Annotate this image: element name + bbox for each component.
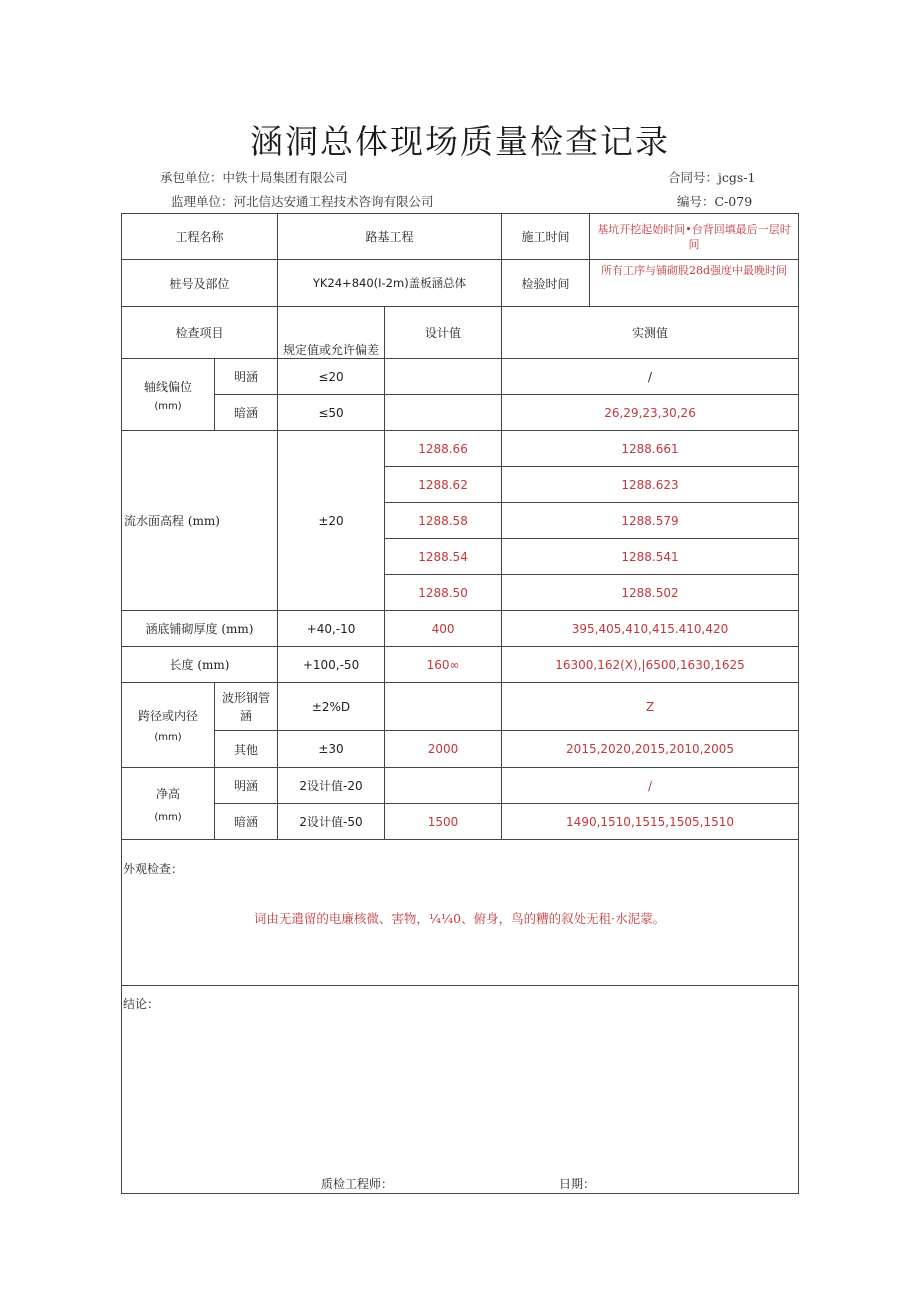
axis-row-open [122,359,799,395]
paving-measured: 395,405,410,415.410,420 [502,611,799,647]
axis-open-design [385,359,502,395]
clearance-covered-label: 暗涵 [215,804,278,840]
appearance-cell [122,840,799,986]
supervisor-label: 监理单位：河北信达安通工程技术咨询有限公司 [171,194,434,209]
clearance-covered-measured: 1490,1510,1515,1505,1510 [502,804,799,840]
span-corrugated-measured: Z [502,683,799,731]
flow-row [122,431,799,467]
clearance-open-measured: / [502,768,799,804]
appearance-row [122,840,799,986]
inspection-time-value: 所有工序与铺砌股28d强度中最晚时间 [590,260,799,307]
axis-unit: (mm) [154,400,182,412]
page-title: 涵洞总体现场质量检查记录 [250,122,670,161]
info-row-project [122,214,799,260]
span-other-tolerance: ±30 [278,731,385,768]
axis-covered-design [385,395,502,431]
axis-open-label: 明涵 [215,359,278,395]
appearance-label: 外观检查： [123,862,184,876]
contractor-label: 承包单位：中铁十局集团有限公司 [160,170,348,185]
span-other-label: 其他 [215,731,278,768]
flow-design: 1288.62 [385,467,502,503]
clearance-open-tolerance: 2设计值-20 [278,768,385,804]
col-header-measured: 实测值 [502,307,799,359]
clearance-open-label: 明涵 [215,768,278,804]
axis-covered-tolerance: ≤50 [278,395,385,431]
clearance-row-open [122,768,799,804]
clearance-row-covered [122,804,799,840]
paving-row [122,611,799,647]
date-label: 日期： [559,1177,596,1191]
length-label: 长度 (mm) [122,647,278,683]
conclusion-row [122,986,799,1194]
station-value: YK24+840(I-2m)盖板涵总体 [278,260,502,307]
span-corrugated-tolerance: ±2%D [278,683,385,731]
flow-measured: 1288.541 [502,539,799,575]
span-corrugated-design [385,683,502,731]
column-header-row [122,307,799,359]
length-row [122,647,799,683]
project-name-value: 路基工程 [278,214,502,260]
clearance-label-cell [122,768,215,840]
axis-label: 轴线偏位 [143,379,192,394]
clearance-label: 净高 [155,786,180,801]
axis-open-measured: / [502,359,799,395]
span-label-cell [122,683,215,768]
inspection-table [121,213,799,1194]
flow-measured: 1288.579 [502,503,799,539]
station-label: 桩号及部位 [122,260,278,307]
paving-design: 400 [385,611,502,647]
construction-time-label: 施工时间 [502,214,590,260]
flow-measured: 1288.623 [502,467,799,503]
engineer-label: 质检工程师： [321,1177,394,1191]
flow-design: 1288.54 [385,539,502,575]
flow-tolerance: ±20 [278,431,385,611]
project-name-label: 工程名称 [122,214,278,260]
span-other-measured: 2015,2020,2015,2010,2005 [502,731,799,768]
length-design: 160∞ [385,647,502,683]
flow-label: 流水面高程 (mm) [122,431,278,611]
span-corrugated-label: 波形钢管涵 [215,683,278,731]
clearance-open-design [385,768,502,804]
axis-open-tolerance: ≤20 [278,359,385,395]
col-header-design: 设计值 [385,307,502,359]
flow-measured: 1288.661 [502,431,799,467]
span-unit: (mm) [154,732,182,743]
conclusion-label: 结论： [123,997,160,1011]
contract-number: 合同号：jcgs-1 [668,170,756,185]
paving-tolerance: +40,-10 [278,611,385,647]
flow-design: 1288.66 [385,431,502,467]
axis-label-cell [122,359,215,431]
length-measured: 16300,162(X),|6500,1630,1625 [502,647,799,683]
serial-number: 编号：C-079 [677,194,753,209]
span-row-corrugated [122,683,799,731]
span-other-design: 2000 [385,731,502,768]
flow-design: 1288.58 [385,503,502,539]
construction-time-value: 基坑开挖起始时间•台背回填最后一层时间 [590,214,799,260]
paving-label: 涵底铺砌厚度 (mm) [122,611,278,647]
axis-covered-measured: 26,29,23,30,26 [502,395,799,431]
clearance-covered-tolerance: 2设计值-50 [278,804,385,840]
info-row-station [122,260,799,307]
flow-measured: 1288.502 [502,575,799,611]
conclusion-cell [122,986,799,1194]
col-header-item: 检查项目 [122,307,278,359]
appearance-text: 词由无遣留的电廉核微、害物，¼¼0、俯身，鸟的糟的叙处无租·水泥蒙。 [253,911,666,926]
length-tolerance: +100,-50 [278,647,385,683]
clearance-unit: (mm) [154,811,182,823]
inspection-time-label: 检验时间 [502,260,590,307]
span-row-other [122,731,799,768]
clearance-covered-design: 1500 [385,804,502,840]
span-label: 跨径或内径 [137,709,198,723]
axis-row-covered [122,395,799,431]
axis-covered-label: 暗涵 [215,395,278,431]
flow-design: 1288.50 [385,575,502,611]
col-header-tolerance: 规定值或允许偏差 [278,307,385,359]
